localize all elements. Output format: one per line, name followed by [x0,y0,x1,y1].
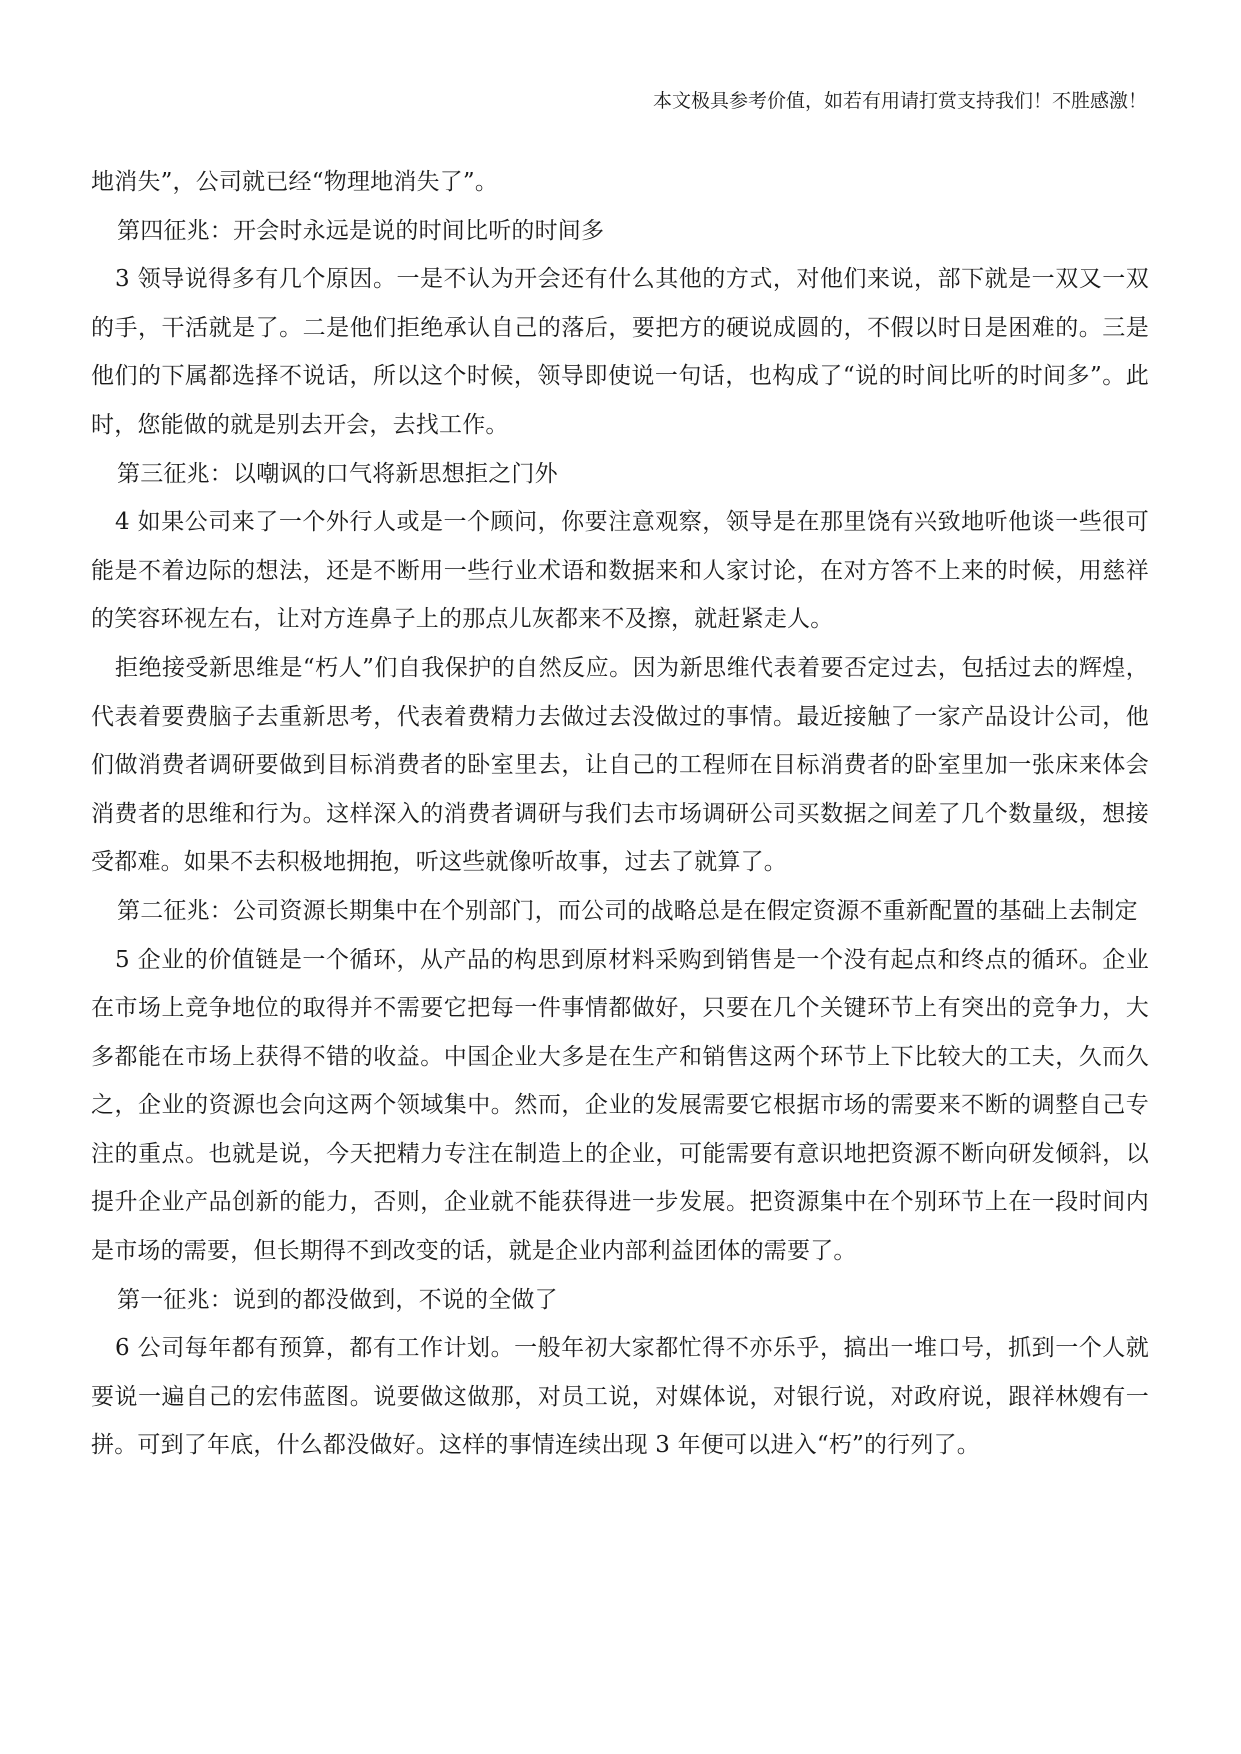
paragraph-continuation: 地消失”，公司就已经“物理地消失了”。 [91,169,499,195]
section-heading-first-sign: 第一征兆：说到的都没做到，不说的全做了 [117,1286,558,1313]
paragraph-4: 4 如果公司来了一个外行人或是一个顾问，你要注意观察，领导是在那里饶有兴致地听他谈一些很可能是不着边际的想法，还是不断用一些行业术语和数据来和人家讨论，在对方答不上来的时候，用慈祥的笑容环视左右，让对方连鼻子上的那点儿灰都来不及擦，就赶紧走人。 [91,509,1149,633]
paragraph-5: 5 企业的价值链是一个循环，从产品的构思到原材料采购到销售是一个没有起点和终点的循环。企业在市场上竞争地位的取得并不需要它把每一件事情都做好，只要在几个关键环节上有突出的竞争力，大多都能在市场上获得不错的收益。中国企业大多是在生产和销售这两个环节上下比较大的工夫，久而久之，企业的资源也会向这两个领域集中。然而，企业的发展需要它根据市场的需要来不断的调整自己专注的重点。也就是说，今天把精力专注在制造上的企业，可能需要有意识地把资源不断向研发倾斜，以提升企业产品创新的能力，否则，企业就不能获得进一步发展。把资源集中在个别环节上在一段时间内是市场的需要，但长期得不到改变的话，就是企业内部利益团体的需要了。 [91,946,1149,1265]
section-heading-second-sign: 第二征兆：公司资源长期集中在个别部门，而公司的战略总是在假定资源不重新配置的基础上去制定 [117,897,1138,924]
document-body [91,158,1149,1470]
paragraph-6: 6 公司每年都有预算，都有工作计划。一般年初大家都忙得不亦乐乎，搞出一堆口号，抓到一个人就要说一遍自己的宏伟蓝图。说要做这做那，对员工说，对媒体说，对银行说，对政府说，跟祥林嫂有一拼。可到了年底，什么都没做好。这样的事情连续出现 3 年便可以进入“朽”的行列了。 [91,1335,1149,1459]
section-heading-fourth-sign: 第四征兆：开会时永远是说的时间比听的时间多 [117,217,605,244]
section-heading-third-sign: 第三征兆：以嘲讽的口气将新思想拒之门外 [117,460,558,487]
header-note: 本文极具参考价值，如若有用请打赏支持我们！不胜感激！ [652,90,1147,112]
paragraph-new-thinking: 拒绝接受新思维是“朽人”们自我保护的自然反应。因为新思维代表着要否定过去，包括过去的辉煌，代表着要费脑子去重新思考，代表着费精力去做过去没做过的事情。最近接触了一家产品设计公司，他们做消费者调研要做到目标消费者的卧室里去，让自己的工程师在目标消费者的卧室里加一张床来体会消费者的思维和行为。这样深入的消费者调研与我们去市场调研公司买数据之间差了几个数量级，想接受都难。如果不去积极地拥抱，听这些就像听故事，过去了就算了。 [91,654,1149,876]
paragraph-3: 3 领导说得多有几个原因。一是不认为开会还有什么其他的方式，对他们来说，部下就是一双又一双的手，干活就是了。二是他们拒绝承认自己的落后，要把方的硬说成圆的，不假以时日是困难的。三是他们的下属都选择不说话，所以这个时候，领导即使说一句话，也构成了“说的时间比听的时间多”。此时，您能做的就是别去开会，去找工作。 [91,266,1149,438]
